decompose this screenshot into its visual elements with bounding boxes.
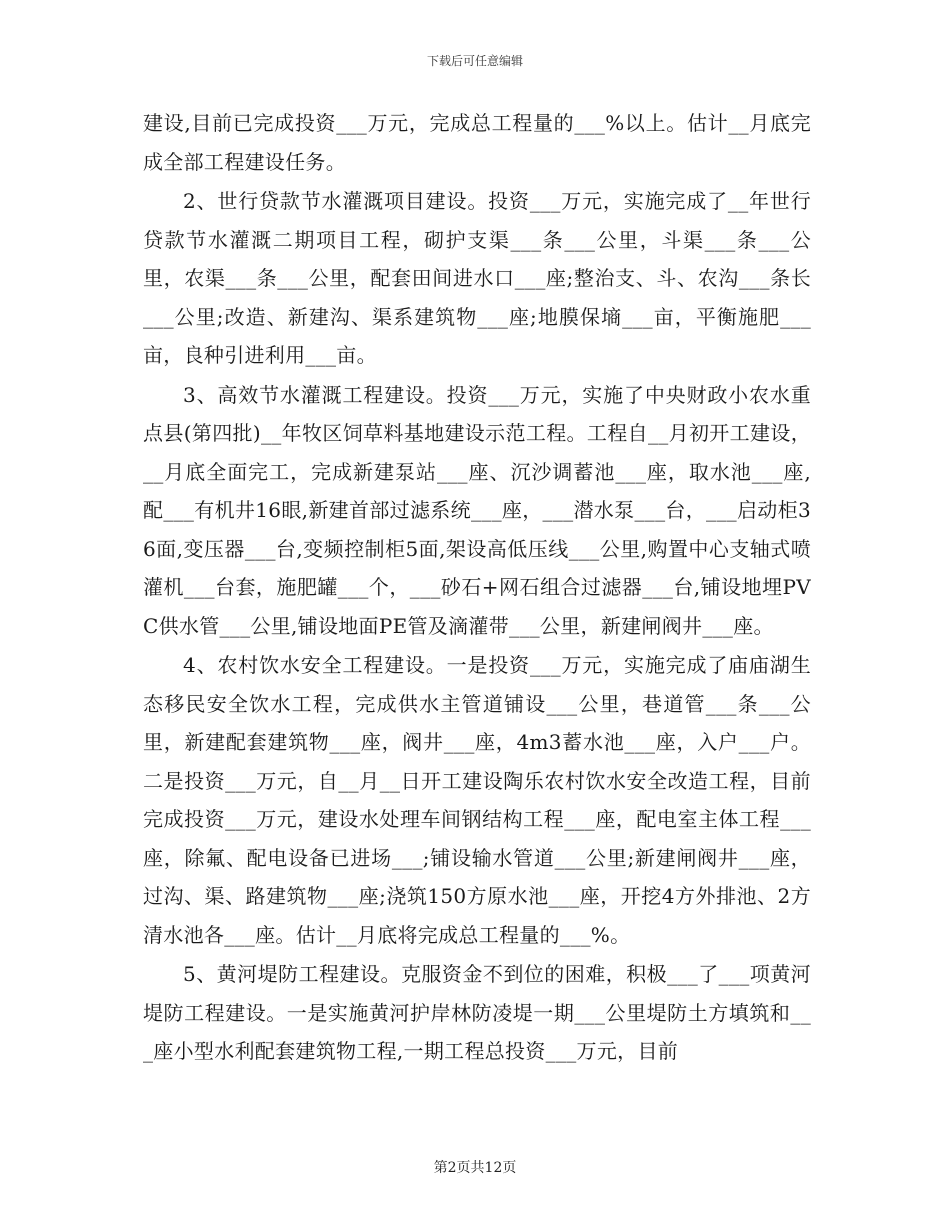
document-body xyxy=(143,104,811,1071)
paragraph-item-4: 4、农村饮水安全工程建设。一是投资___万元，实施完成了庙庙湖生态移民安全饮水工程，完成供水主管道铺设___公里，巷道管___条___公里，新建配套建筑物___座，阀井___座，4m3蓄水池___座，入户___户。二是投资___万元，自__月__日开工建设陶乐农村饮水安全改造工程，目前完成投资___万元，建设水处理车间钢结构工程___座，配电室主体工程___座，除氟、配电设备已进场___;铺设输水管道___公里;新建闸阀井___座，过沟、渠、路建筑物___座;浇筑150方原水池___座，开挖4方外排池、2方清水池各___座。估计__月底将完成总工程量的___%。 xyxy=(143,653,811,947)
page-header: 下载后可任意编辑 xyxy=(426,54,523,68)
page-footer: 第2页共12页 xyxy=(433,1160,517,1176)
paragraph-item-2: 2、世行贷款节水灌溉项目建设。投资___万元，实施完成了__年世行贷款节水灌溉二期项目工程，砌护支渠___条___公里，斗渠___条___公里，农渠___条___公里，配套田间进水口___座;整治支、斗、农沟___条长___公里;改造、新建沟、渠系建筑物___座;地膜保墒___亩，平衡施肥___亩，良种引进利用___亩。 xyxy=(143,189,811,367)
paragraph-continuation: 建设,目前已完成投资___万元，完成总工程量的___%以上。估计__月底完成全部工程建设任务。 xyxy=(143,111,811,174)
paragraph-item-5: 5、黄河堤防工程建设。克服资金不到位的困难，积极___了___项黄河堤防工程建设。一是实施黄河护岸林防凌堤一期___公里堤防土方填筑和___座小型水利配套建筑物工程,一期工程总投资___万元，目前 xyxy=(143,962,811,1063)
paragraph-item-3: 3、高效节水灌溉工程建设。投资___万元，实施了中央财政小农水重点县(第四批)__年牧区饲草料基地建设示范工程。工程自__月初开工建设，__月底全面完工，完成新建泵站___座、沉沙调蓄池___座，取水池___座,配___有机井16眼,新建首部过滤系统___座，___潜水泵___台，___启动柜36面,变压器___台,变频控制柜5面,架设高低压线___公里,购置中心支轴式喷灌机___台套，施肥罐___个，___砂石+网石组合过滤器___台,铺设地埋PVC供水管___公里,铺设地面PE管及滴灌带___公里，新建闸阀井___座。 xyxy=(143,382,811,638)
